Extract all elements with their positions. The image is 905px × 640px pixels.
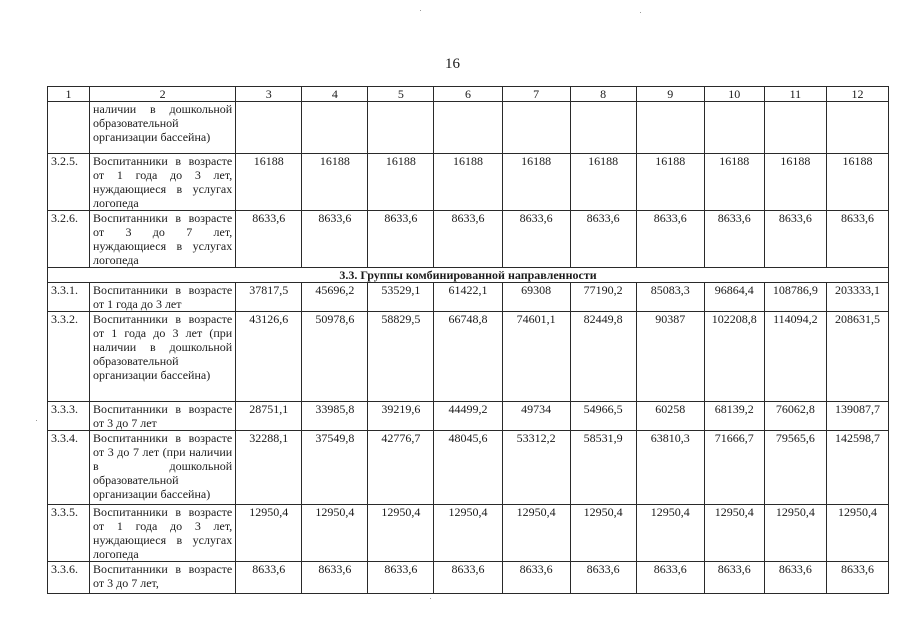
column-header-7: 7 xyxy=(502,87,570,102)
row-code: 3.3.4. xyxy=(48,431,90,505)
row-description: Воспитанники в возрасте от 1 года до 3 лет (при наличии в дошкольной образовательной организации бассейна) xyxy=(90,312,236,402)
scan-dot xyxy=(640,12,641,13)
cell-value-col-10: 8633,6 xyxy=(704,562,764,594)
row-code xyxy=(48,102,90,154)
cell-value-col-11: 76062,8 xyxy=(764,402,826,431)
column-header-8: 8 xyxy=(570,87,636,102)
cell-value-col-5: 8633,6 xyxy=(368,211,434,268)
cell-value-col-3 xyxy=(236,102,302,154)
column-header-9: 9 xyxy=(636,87,704,102)
cell-value-col-7: 69308 xyxy=(502,283,570,312)
cell-value-col-11: 114094,2 xyxy=(764,312,826,402)
table-header xyxy=(48,87,889,102)
cell-value-col-10: 96864,4 xyxy=(704,283,764,312)
row-code: 3.3.1. xyxy=(48,283,90,312)
cell-value-col-6: 16188 xyxy=(434,154,502,211)
table-row xyxy=(48,431,889,505)
cell-value-col-5: 16188 xyxy=(368,154,434,211)
row-code: 3.2.5. xyxy=(48,154,90,211)
row-code: 3.3.3. xyxy=(48,402,90,431)
column-header-11: 11 xyxy=(764,87,826,102)
cell-value-col-9: 16188 xyxy=(636,154,704,211)
row-code: 3.3.2. xyxy=(48,312,90,402)
cell-value-col-6: 61422,1 xyxy=(434,283,502,312)
cell-value-col-6 xyxy=(434,102,502,154)
cell-value-col-12: 142598,7 xyxy=(826,431,888,505)
cell-value-col-9: 90387 xyxy=(636,312,704,402)
column-header-1: 1 xyxy=(48,87,90,102)
cell-value-col-7 xyxy=(502,102,570,154)
cell-value-col-6: 44499,2 xyxy=(434,402,502,431)
cell-value-col-11: 8633,6 xyxy=(764,211,826,268)
cell-value-col-5: 39219,6 xyxy=(368,402,434,431)
cell-value-col-5: 12950,4 xyxy=(368,505,434,562)
cell-value-col-9: 8633,6 xyxy=(636,562,704,594)
cell-value-col-4: 8633,6 xyxy=(302,562,368,594)
cell-value-col-11: 79565,6 xyxy=(764,431,826,505)
cell-value-col-7: 16188 xyxy=(502,154,570,211)
cell-value-col-6: 48045,6 xyxy=(434,431,502,505)
cell-value-col-3: 43126,6 xyxy=(236,312,302,402)
cell-value-col-7: 8633,6 xyxy=(502,562,570,594)
row-description: Воспитанники в возрасте от 3 до 7 лет xyxy=(90,402,236,431)
cell-value-col-8 xyxy=(570,102,636,154)
table-row xyxy=(48,102,889,154)
cell-value-col-6: 12950,4 xyxy=(434,505,502,562)
cell-value-col-8: 16188 xyxy=(570,154,636,211)
cell-value-col-9 xyxy=(636,102,704,154)
table-row xyxy=(48,505,889,562)
cell-value-col-12: 8633,6 xyxy=(826,211,888,268)
cell-value-col-3: 28751,1 xyxy=(236,402,302,431)
cell-value-col-11: 16188 xyxy=(764,154,826,211)
cell-value-col-3: 16188 xyxy=(236,154,302,211)
table-row xyxy=(48,562,889,594)
cell-value-col-4: 50978,6 xyxy=(302,312,368,402)
table-row xyxy=(48,312,889,402)
scan-dot xyxy=(430,598,431,599)
table-row xyxy=(48,283,889,312)
header-row xyxy=(48,87,889,102)
cell-value-col-7: 53312,2 xyxy=(502,431,570,505)
page-number: 16 xyxy=(445,56,460,72)
cell-value-col-9: 12950,4 xyxy=(636,505,704,562)
cell-value-col-10 xyxy=(704,102,764,154)
row-description: наличии в дошкольной образовательной организации бассейна) xyxy=(90,102,236,154)
row-description: Воспитанники в возрасте от 1 года до 3 лет, нуждающиеся в услугах логопеда xyxy=(90,505,236,562)
row-description: Воспитанники в возрасте от 3 до 7 лет, нуждающиеся в услугах логопеда xyxy=(90,211,236,268)
row-code: 3.3.5. xyxy=(48,505,90,562)
cell-value-col-3: 32288,1 xyxy=(236,431,302,505)
cell-value-col-8: 8633,6 xyxy=(570,211,636,268)
cell-value-col-12: 16188 xyxy=(826,154,888,211)
cell-value-col-9: 85083,3 xyxy=(636,283,704,312)
cell-value-col-4: 12950,4 xyxy=(302,505,368,562)
table-row xyxy=(48,211,889,268)
cell-value-col-8: 58531,9 xyxy=(570,431,636,505)
table-row xyxy=(48,154,889,211)
cell-value-col-8: 82449,8 xyxy=(570,312,636,402)
column-header-5: 5 xyxy=(368,87,434,102)
cell-value-col-11: 12950,4 xyxy=(764,505,826,562)
cell-value-col-10: 68139,2 xyxy=(704,402,764,431)
cell-value-col-6: 66748,8 xyxy=(434,312,502,402)
cell-value-col-4: 33985,8 xyxy=(302,402,368,431)
column-header-2: 2 xyxy=(90,87,236,102)
row-code: 3.3.6. xyxy=(48,562,90,594)
tariff-table xyxy=(47,86,889,594)
column-header-10: 10 xyxy=(704,87,764,102)
cell-value-col-7: 49734 xyxy=(502,402,570,431)
column-header-3: 3 xyxy=(236,87,302,102)
cell-value-col-5 xyxy=(368,102,434,154)
row-description: Воспитанники в возрасте от 3 до 7 лет, xyxy=(90,562,236,594)
cell-value-col-5: 42776,7 xyxy=(368,431,434,505)
cell-value-col-3: 8633,6 xyxy=(236,562,302,594)
row-code: 3.2.6. xyxy=(48,211,90,268)
cell-value-col-9: 63810,3 xyxy=(636,431,704,505)
column-header-4: 4 xyxy=(302,87,368,102)
cell-value-col-3: 12950,4 xyxy=(236,505,302,562)
row-description: Воспитанники в возрасте от 3 до 7 лет (при наличии в дошкольной образовательной организации бассейна) xyxy=(90,431,236,505)
cell-value-col-10: 71666,7 xyxy=(704,431,764,505)
cell-value-col-7: 12950,4 xyxy=(502,505,570,562)
cell-value-col-8: 8633,6 xyxy=(570,562,636,594)
cell-value-col-9: 60258 xyxy=(636,402,704,431)
column-header-6: 6 xyxy=(434,87,502,102)
cell-value-col-7: 74601,1 xyxy=(502,312,570,402)
cell-value-col-10: 8633,6 xyxy=(704,211,764,268)
cell-value-col-10: 12950,4 xyxy=(704,505,764,562)
cell-value-col-4 xyxy=(302,102,368,154)
cell-value-col-6: 8633,6 xyxy=(434,562,502,594)
cell-value-col-12: 208631,5 xyxy=(826,312,888,402)
cell-value-col-8: 54966,5 xyxy=(570,402,636,431)
cell-value-col-11 xyxy=(764,102,826,154)
column-header-12: 12 xyxy=(826,87,888,102)
cell-value-col-12: 8633,6 xyxy=(826,562,888,594)
cell-value-col-5: 53529,1 xyxy=(368,283,434,312)
cell-value-col-7: 8633,6 xyxy=(502,211,570,268)
cell-value-col-12: 139087,7 xyxy=(826,402,888,431)
row-description: Воспитанники в возрасте от 1 года до 3 лет xyxy=(90,283,236,312)
scan-dot xyxy=(420,10,421,11)
row-description: Воспитанники в возрасте от 1 года до 3 лет, нуждающиеся в услугах логопеда xyxy=(90,154,236,211)
cell-value-col-11: 8633,6 xyxy=(764,562,826,594)
cell-value-col-5: 8633,6 xyxy=(368,562,434,594)
cell-value-col-12 xyxy=(826,102,888,154)
cell-value-col-10: 102208,8 xyxy=(704,312,764,402)
cell-value-col-4: 8633,6 xyxy=(302,211,368,268)
cell-value-col-6: 8633,6 xyxy=(434,211,502,268)
cell-value-col-11: 108786,9 xyxy=(764,283,826,312)
cell-value-col-12: 203333,1 xyxy=(826,283,888,312)
cell-value-col-3: 8633,6 xyxy=(236,211,302,268)
cell-value-col-4: 37549,8 xyxy=(302,431,368,505)
cell-value-col-4: 45696,2 xyxy=(302,283,368,312)
cell-value-col-9: 8633,6 xyxy=(636,211,704,268)
cell-value-col-8: 12950,4 xyxy=(570,505,636,562)
cell-value-col-12: 12950,4 xyxy=(826,505,888,562)
table-row xyxy=(48,402,889,431)
section-title: 3.3. Группы комбинированной направленности xyxy=(48,268,889,283)
table-body xyxy=(48,102,889,594)
cell-value-col-5: 58829,5 xyxy=(368,312,434,402)
scan-dot xyxy=(36,420,37,421)
section-heading-row xyxy=(48,268,889,283)
cell-value-col-4: 16188 xyxy=(302,154,368,211)
cell-value-col-8: 77190,2 xyxy=(570,283,636,312)
cell-value-col-10: 16188 xyxy=(704,154,764,211)
cell-value-col-3: 37817,5 xyxy=(236,283,302,312)
